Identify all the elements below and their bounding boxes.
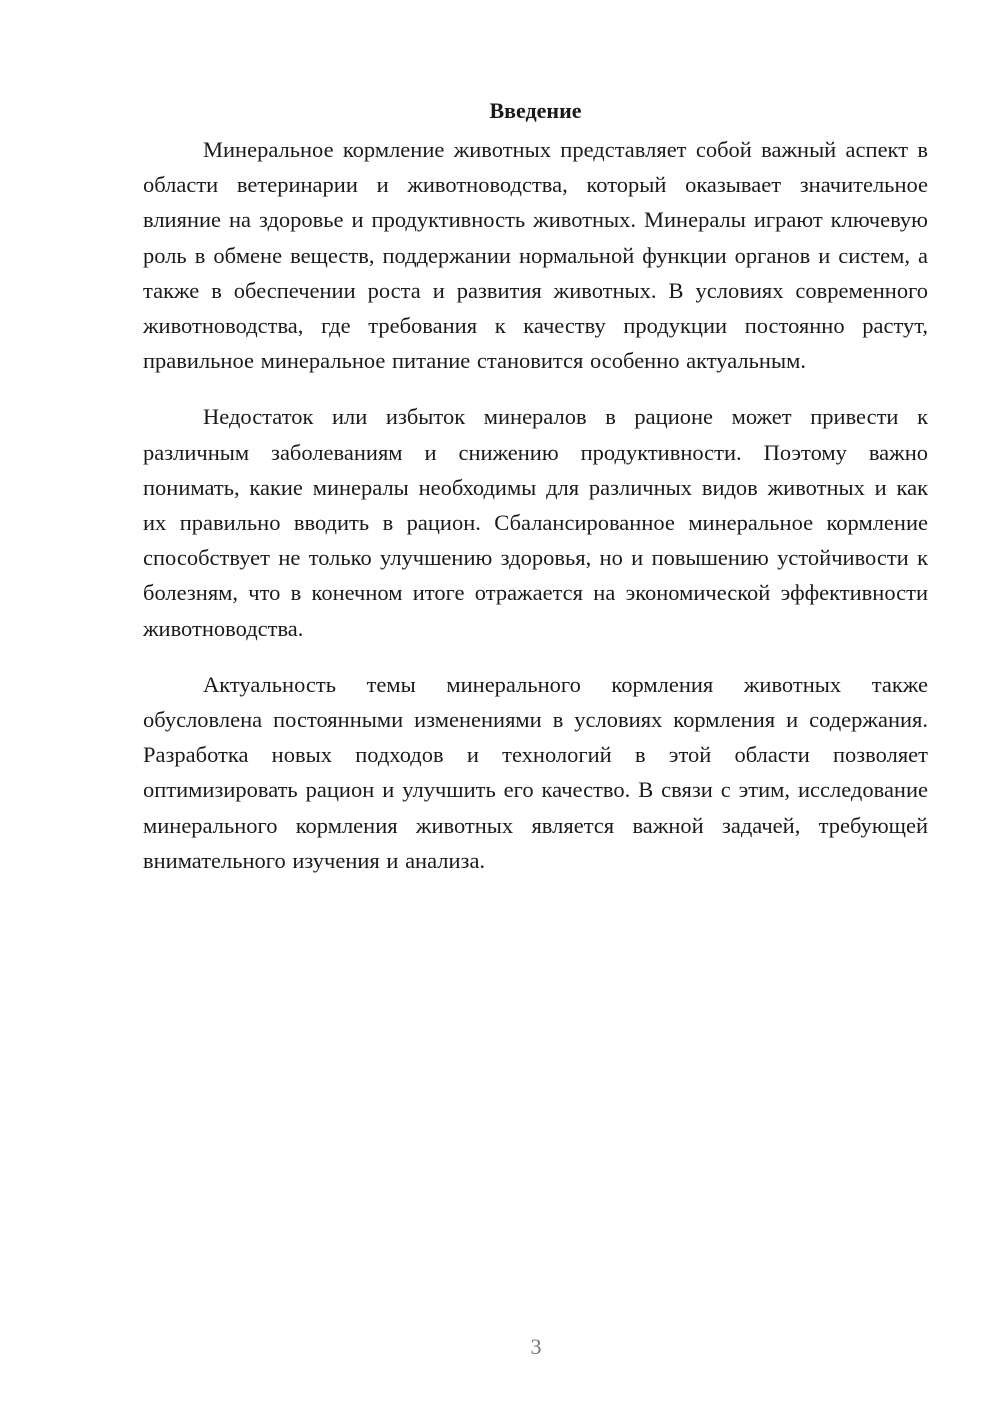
paragraph-2: Недостаток или избыток минералов в рационе может привести к различным заболеваниям и снижению продуктивности. Поэтому важно понимать, какие минералы необходимы для различных видов животных и как их правильно вводить в рацион. Сбалансированное минеральное кормление способствует не только улучшению здоровья, но и повышению устойчивости к болезням, что в конечном итоге отражается на экономической эффективности животноводства. xyxy=(143,404,928,641)
page-content xyxy=(143,93,928,899)
section-title: Введение xyxy=(489,98,582,123)
page-number: 3 xyxy=(530,1334,542,1359)
paragraph-3: Актуальность темы минерального кормления животных также обусловлена постоянными изменениями в условиях кормления и содержания. Разработка новых подходов и технологий в этой области позволяет оптимизировать рацион и улучшить его качество. В связи с этим, исследование минерального кормления животных является важной задачей, требующей внимательного изучения и анализа. xyxy=(143,671,928,873)
paragraph-1: Минеральное кормление животных представляет собой важный аспект в области ветеринарии и животноводства, который оказывает значительное влияние на здоровье и продуктивность животных. Минералы играют ключевую роль в обмене веществ, поддержании нормальной функции органов и систем, а также в обеспечении роста и развития животных. В условиях современного животноводства, где требования к качеству продукции постоянно растут, правильное минеральное питание становится особенно актуальным. xyxy=(143,137,928,374)
